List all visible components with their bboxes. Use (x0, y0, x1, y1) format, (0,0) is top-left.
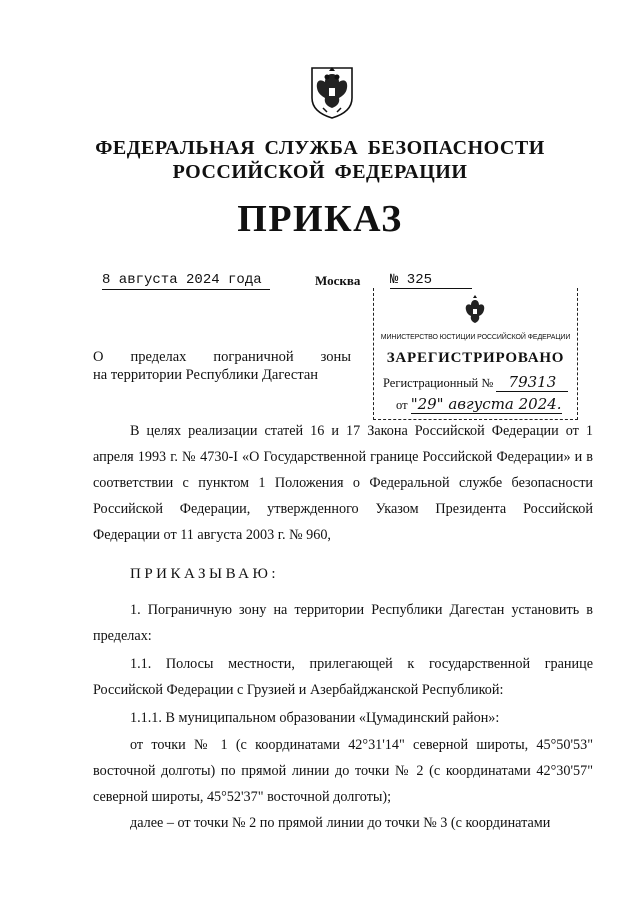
order-heading: ПРИКАЗЫВАЮ: (130, 566, 280, 582)
stamp-registration-date (396, 395, 562, 414)
order-number: № 325 (390, 272, 472, 289)
coat-of-arms-icon (309, 62, 355, 120)
registration-stamp (373, 288, 578, 420)
stamp-reg-label: Регистрационный № (383, 376, 494, 390)
stamp-reg-date: "29" августа 2024. (410, 395, 562, 413)
stamp-date-prefix: от (396, 398, 408, 412)
subject-line-2: на территории Республики Дагестан (93, 367, 319, 383)
paragraph-1: 1. Пограничную зону на территории Республики Дагестан установить в пределах: (93, 602, 593, 644)
stamp-status: ЗАРЕГИСТРИРОВАНО (386, 350, 565, 366)
coat-of-arms-icon (461, 294, 489, 330)
agency-line-2: РОССИЙСКОЙ ФЕДЕРАЦИИ (172, 161, 468, 183)
subject-line-1: О пределах пограничной зоны (93, 349, 351, 365)
order-date: 8 августа 2024 года (102, 272, 270, 290)
document-type: ПРИКАЗ (237, 198, 403, 240)
stamp-ministry: МИНИСТЕРСТВО ЮСТИЦИИ РОССИЙСКОЙ ФЕДЕРАЦИИ (380, 334, 571, 341)
paragraph-point-2: далее – от точки № 2 по прямой линии до точки № 3 (с координатами (130, 815, 551, 831)
order-city: Москва (315, 273, 361, 288)
order-subject (93, 348, 351, 384)
preamble-paragraph: В целях реализации статей 16 и 17 Закона Российской Федерации от 1 апреля 1993 г. № 4730-I «О Государственной границе Российской Федерации» и в соответствии с пунктом 1 Положения о Федеральной службе безопасности Российской Федерации, утвержденного Указом Президента Российской Федерации от 11 августа 2003 г. № 960, (93, 423, 593, 543)
paragraph-point-1: от точки № 1 (с координатами 42°31'14" северной широты, 45°50'53" восточной долготы) по прямой линии до точки № 2 (с координатами 42°30'57" северной широты, 45°52'37" восточной долготы); (93, 737, 593, 805)
agency-name (0, 136, 640, 184)
stamp-registration-number (383, 373, 568, 392)
paragraph-1-1: 1.1. Полосы местности, прилегающей к государственной границе Российской Федерации с Грузией и Азербайджанской Республикой: (93, 656, 593, 698)
stamp-reg-number: 79313 (496, 373, 568, 392)
agency-line-1: ФЕДЕРАЛЬНАЯ СЛУЖБА БЕЗОПАСНОСТИ (95, 137, 545, 159)
paragraph-1-1-1: 1.1.1. В муниципальном образовании «Цумадинский район»: (130, 710, 500, 726)
